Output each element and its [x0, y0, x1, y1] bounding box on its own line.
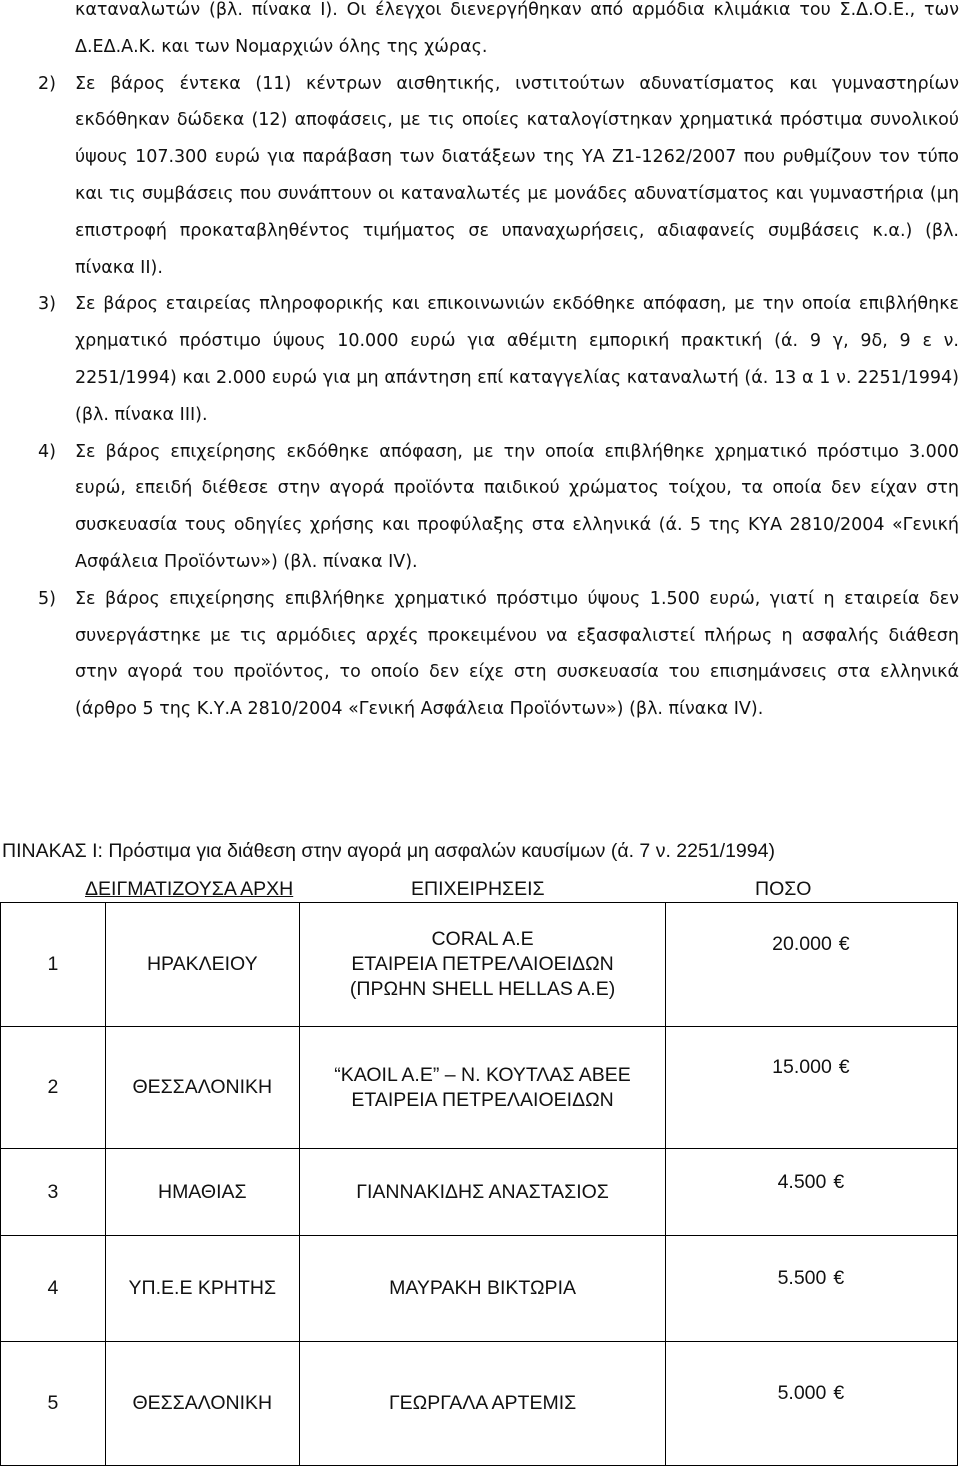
row-number: 3	[1, 1149, 106, 1236]
list-item-number: 2)	[38, 73, 56, 94]
list-item	[38, 66, 959, 287]
table-row	[1, 1027, 958, 1149]
company-line: ΓΙΑΝΝΑΚΙΔΗΣ ΑΝΑΣΤΑΣΙΟΣ	[356, 1180, 609, 1203]
list-item	[38, 286, 959, 433]
company-line: ΕΤΑΙΡΕΙΑ ΠΕΤΡΕΛΑΙΟΕΙΔΩΝ	[351, 953, 614, 975]
companies-cell	[299, 1027, 666, 1149]
company-line: (ΠΡΩΗΝ SHELL HELLAS A.E)	[349, 978, 616, 1000]
authority-cell: ΘΕΣΣΑΛΟΝΙΚΗ	[105, 1342, 299, 1466]
company-line: ΓΕΩΡΓΑΛΑ ΑΡΤΕΜΙΣ	[388, 1392, 577, 1414]
euro-icon: €	[833, 1267, 845, 1289]
list-item-number: 4)	[38, 441, 56, 462]
company-line: “ΚΑΟΙL A.E” – Ν. ΚΟΥΤΛΑΣ ΑΒΕΕ	[334, 1063, 631, 1086]
list-item-number: 5)	[38, 588, 56, 609]
column-header-companies: ΕΠΙΧΕΙΡΗΣΕΙΣ	[411, 878, 545, 900]
companies-cell	[299, 1149, 666, 1236]
row-number: 1	[1, 903, 106, 1027]
euro-icon: €	[833, 1170, 845, 1193]
companies-cell	[299, 903, 666, 1027]
amount-value: 5.000	[777, 1382, 827, 1404]
row-number: 5	[1, 1342, 106, 1466]
amount-value: 15.000	[772, 1056, 832, 1078]
amount-cell	[666, 903, 958, 1027]
row-number: 4	[1, 1236, 106, 1342]
table-row	[1, 1149, 958, 1236]
intro-paragraph: καταναλωτών (βλ. πίνακα Ι). Οι έλεγχοι διενεργήθηκαν από αρμόδια κλιμάκια του Σ.Δ.Ο.Ε., των Δ.ΕΔ.Α.Κ. και των Νομαρχιών όλης της χώρας.	[75, 0, 959, 57]
euro-icon: €	[838, 933, 850, 955]
company-line: CORAL A.E	[431, 928, 534, 950]
authority-cell: ΘΕΣΣΑΛΟΝΙΚΗ	[105, 1027, 299, 1149]
amount-cell	[666, 1342, 958, 1466]
amount-value: 20.000	[772, 933, 832, 955]
company-line: ΕΤΑΙΡΕΙΑ ΠΕΤΡΕΛΑΙΟΕΙΔΩΝ	[351, 1088, 614, 1111]
row-number: 2	[1, 1027, 106, 1149]
column-header-amount: ΠΟΣΟ	[755, 878, 812, 900]
list-item-text: Σε βάρος επιχείρησης επιβλήθηκε χρηματικό πρόστιμο ύψους 1.500 ευρώ, γιατί η εταιρεία δεν συνεργάστηκε με τις αρμόδιες αρχές προκειμένου να εξασφαλιστεί πλήρως η ασφαλής διάθεση στην αγορά του προϊόντος, το οποίο δεν είχε στη συσκευασία του επισημάνσεις στα ελληνικά (άρθρο 5 της Κ.Υ.Α 2810/2004 «Γενική Ασφάλεια Προϊόντων») (βλ. πίνακα IV).	[75, 588, 959, 720]
table-title: ΠΙΝΑΚΑΣ Ι: Πρόστιμα για διάθεση στην αγορά μη ασφαλών καυσίμων (ά. 7 ν. 2251/1994)	[2, 840, 775, 862]
list-item-text: Σε βάρος έντεκα (11) κέντρων αισθητικής, ινστιτούτων αδυνατίσματος και γυμναστηρίων εκδόθηκαν δώδεκα (12) αποφάσεις, με τις οποίες καταλογίστηκαν χρηματικά πρόστιμα συνολικού ύψους 107.300 ευρώ για παράβαση των διατάξεων της ΥΑ Ζ1-1262/2007 που ρυθμίζουν τον τύπο και τις συμβάσεις που συνάπτουν οι καταναλωτές με μονάδες αδυνατίσματος και γυμναστήρια (μη επιστροφή προκαταβληθέντος τιμήματος σε υπαναχωρήσεις, αδιαφανείς συμβάσεις κ.α.) (βλ. πίνακα ΙΙ).	[75, 73, 959, 278]
column-header-authority: ΔΕΙΓΜΑΤΙΖΟΥΣΑ ΑΡΧΗ	[85, 878, 294, 900]
amount-cell	[666, 1236, 958, 1342]
companies-cell	[299, 1342, 666, 1466]
table-row	[1, 1342, 958, 1466]
authority-cell: ΗΜΑΘΙΑΣ	[105, 1149, 299, 1236]
company-line: ΜΑΥΡΑΚΗ ΒΙΚΤΩΡΙΑ	[389, 1277, 576, 1299]
list-item-text: Σε βάρος εταιρείας πληροφορικής και επικοινωνιών εκδόθηκε απόφαση, με την οποία επιβλήθηκε χρηματικό πρόστιμο ύψους 10.000 ευρώ για αθέμιτη εμπορική πρακτική (ά. 9 γ, 9δ, 9 ε ν. 2251/1994) και 2.000 ευρώ για μη απάντηση επί καταγγελίας καταναλωτή (ά. 13 α 1 ν. 2251/1994) (βλ. πίνακα ΙΙΙ).	[75, 294, 959, 425]
table-row	[1, 1236, 958, 1342]
amount-value: 4.500	[777, 1170, 827, 1193]
authority-cell: ΥΠ.Ε.Ε ΚΡΗΤΗΣ	[105, 1236, 299, 1342]
fines-table	[0, 902, 958, 1466]
companies-cell	[299, 1236, 666, 1342]
amount-value: 5.500	[777, 1267, 827, 1289]
list-item-text: Σε βάρος επιχείρησης εκδόθηκε απόφαση, με την οποία επιβλήθηκε χρηματικό πρόστιμο 3.000 ευρώ, επειδή διέθεσε στην αγορά προϊόντα παιδικού χρώματος τοίχου, τα οποία δεν είχαν στη συσκευασία τους οδηγίες χρήσης και προφύλαξης στα ελληνικά (ά. 5 της ΚΥΑ 2810/2004 «Γενική Ασφάλεια Προϊόντων») (βλ. πίνακα IV).	[75, 441, 959, 572]
list-item-number: 3)	[38, 294, 56, 315]
amount-cell	[666, 1149, 958, 1236]
euro-icon: €	[833, 1382, 845, 1404]
list-item	[38, 581, 959, 728]
amount-cell	[666, 1027, 958, 1149]
euro-icon: €	[838, 1056, 850, 1078]
table-row	[1, 903, 958, 1027]
body-text	[38, 0, 959, 728]
list-item	[38, 434, 959, 581]
authority-cell: ΗΡΑΚΛΕΙΟΥ	[105, 903, 299, 1027]
